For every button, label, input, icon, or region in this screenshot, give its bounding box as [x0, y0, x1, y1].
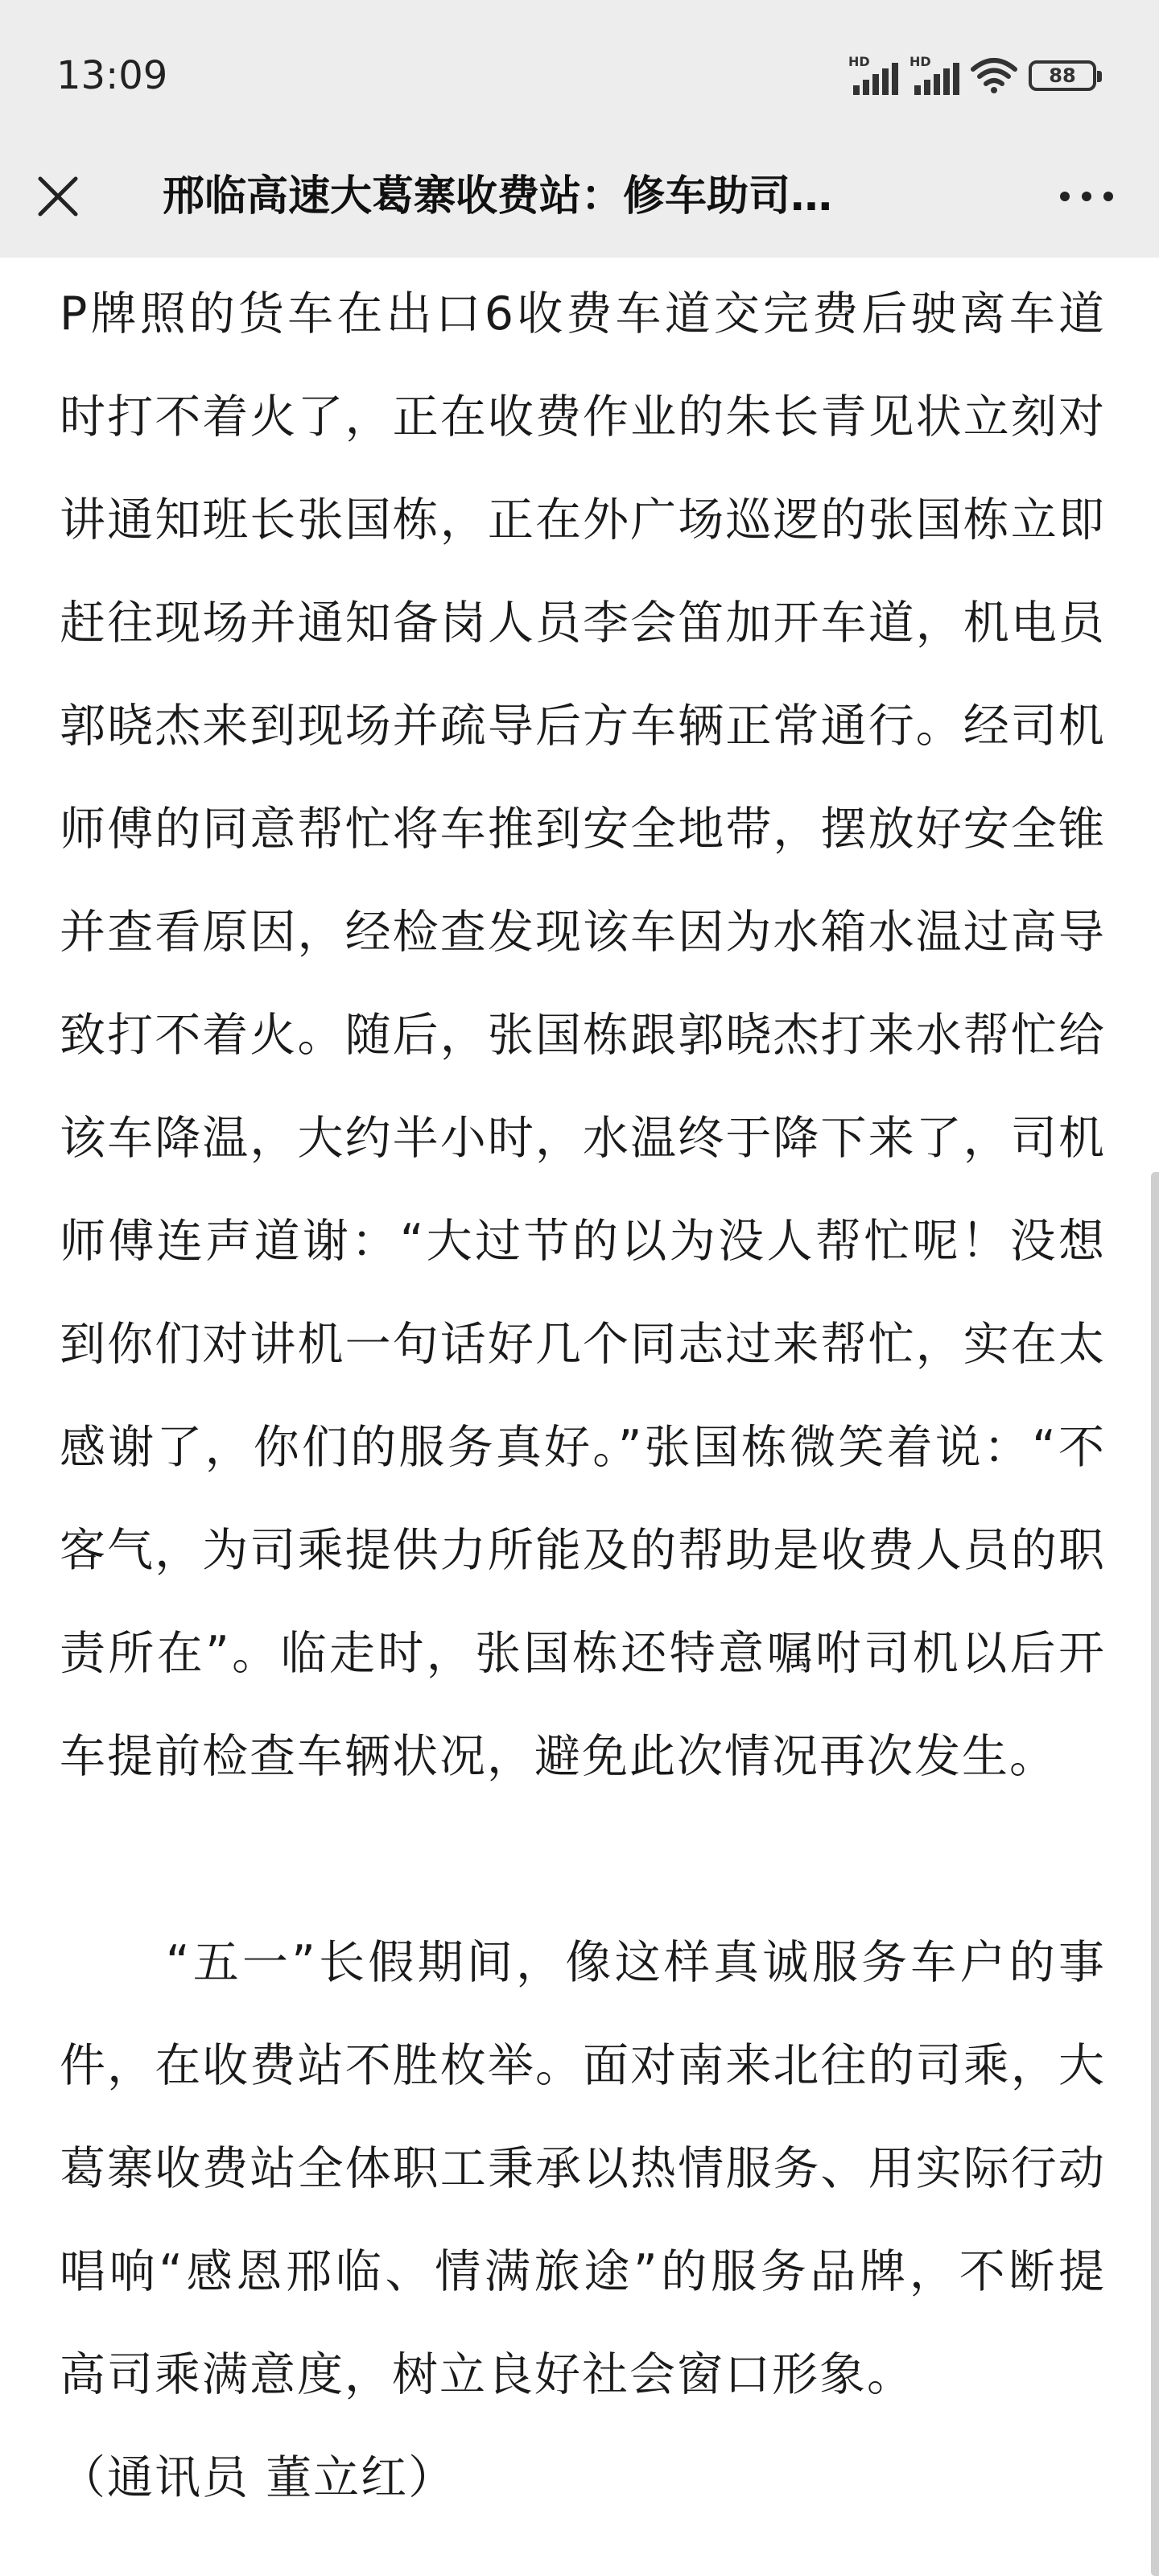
battery-icon: [1029, 60, 1096, 91]
more-icon: [1058, 190, 1115, 203]
signal-icon: [848, 56, 898, 95]
paragraph-spacer: [60, 1808, 1106, 1911]
article-body: [60, 262, 1106, 2529]
signal-hd-label: HD: [909, 54, 931, 69]
close-button[interactable]: [27, 166, 89, 227]
article-paragraph: “五一”长假期间，像这样真诚服务车户的事件，在收费站不胜枚举。面对南来北往的司乘，大葛寨收费站全体职工秉承以热情服务、用实际行动唱响“感恩邢临、情满旅途”的服务品牌，不断提高司乘满意度，树立良好社会窗口形象。: [60, 1936, 1106, 2401]
signal-hd-label: HD: [848, 54, 870, 69]
article-byline: （通讯员 董立红）: [60, 2451, 456, 2504]
status-icons: [848, 53, 1096, 98]
wifi-icon: [971, 58, 1017, 93]
signal-icon: [909, 56, 959, 95]
scrollbar[interactable]: [1151, 1172, 1159, 2576]
status-bar: [0, 0, 1159, 150]
page-title: 邢临高速大葛寨收费站：修车助司…: [163, 172, 833, 221]
article-paragraph: P牌照的货车在出口6收费车道交完费后驶离车道时打不着火了，正在收费作业的朱长青见状立刻对讲通知班长张国栋，正在外广场巡逻的张国栋立即赶往现场并通知备岗人员李会笛加开车道，机电员郭晓杰来到现场并疏导后方车辆正常通行。经司机师傅的同意帮忙将车推到安全地带，摆放好安全锥并查看原因，经检查发现该车因为水箱水温过高导致打不着火。随后，张国栋跟郭晓杰打来水帮忙给该车降温，大约半小时，水温终于降下来了，司机师傅连声道谢：“大过节的以为没人帮忙呢！没想到你们对讲机一句话好几个同志过来帮忙，实在太感谢了，你们的服务真好。”张国栋微笑着说：“不客气，为司乘提供力所能及的帮助是收费人员的职责所在”。临走时，张国栋还特意嘱咐司机以后开车提前检查车辆状况，避免此次情况再次发生。: [60, 287, 1106, 1783]
close-icon: [35, 174, 80, 219]
article-header: [0, 150, 1159, 258]
more-button[interactable]: [1053, 171, 1120, 222]
status-time: 13:09: [56, 53, 168, 98]
battery-level: 88: [1049, 64, 1076, 87]
